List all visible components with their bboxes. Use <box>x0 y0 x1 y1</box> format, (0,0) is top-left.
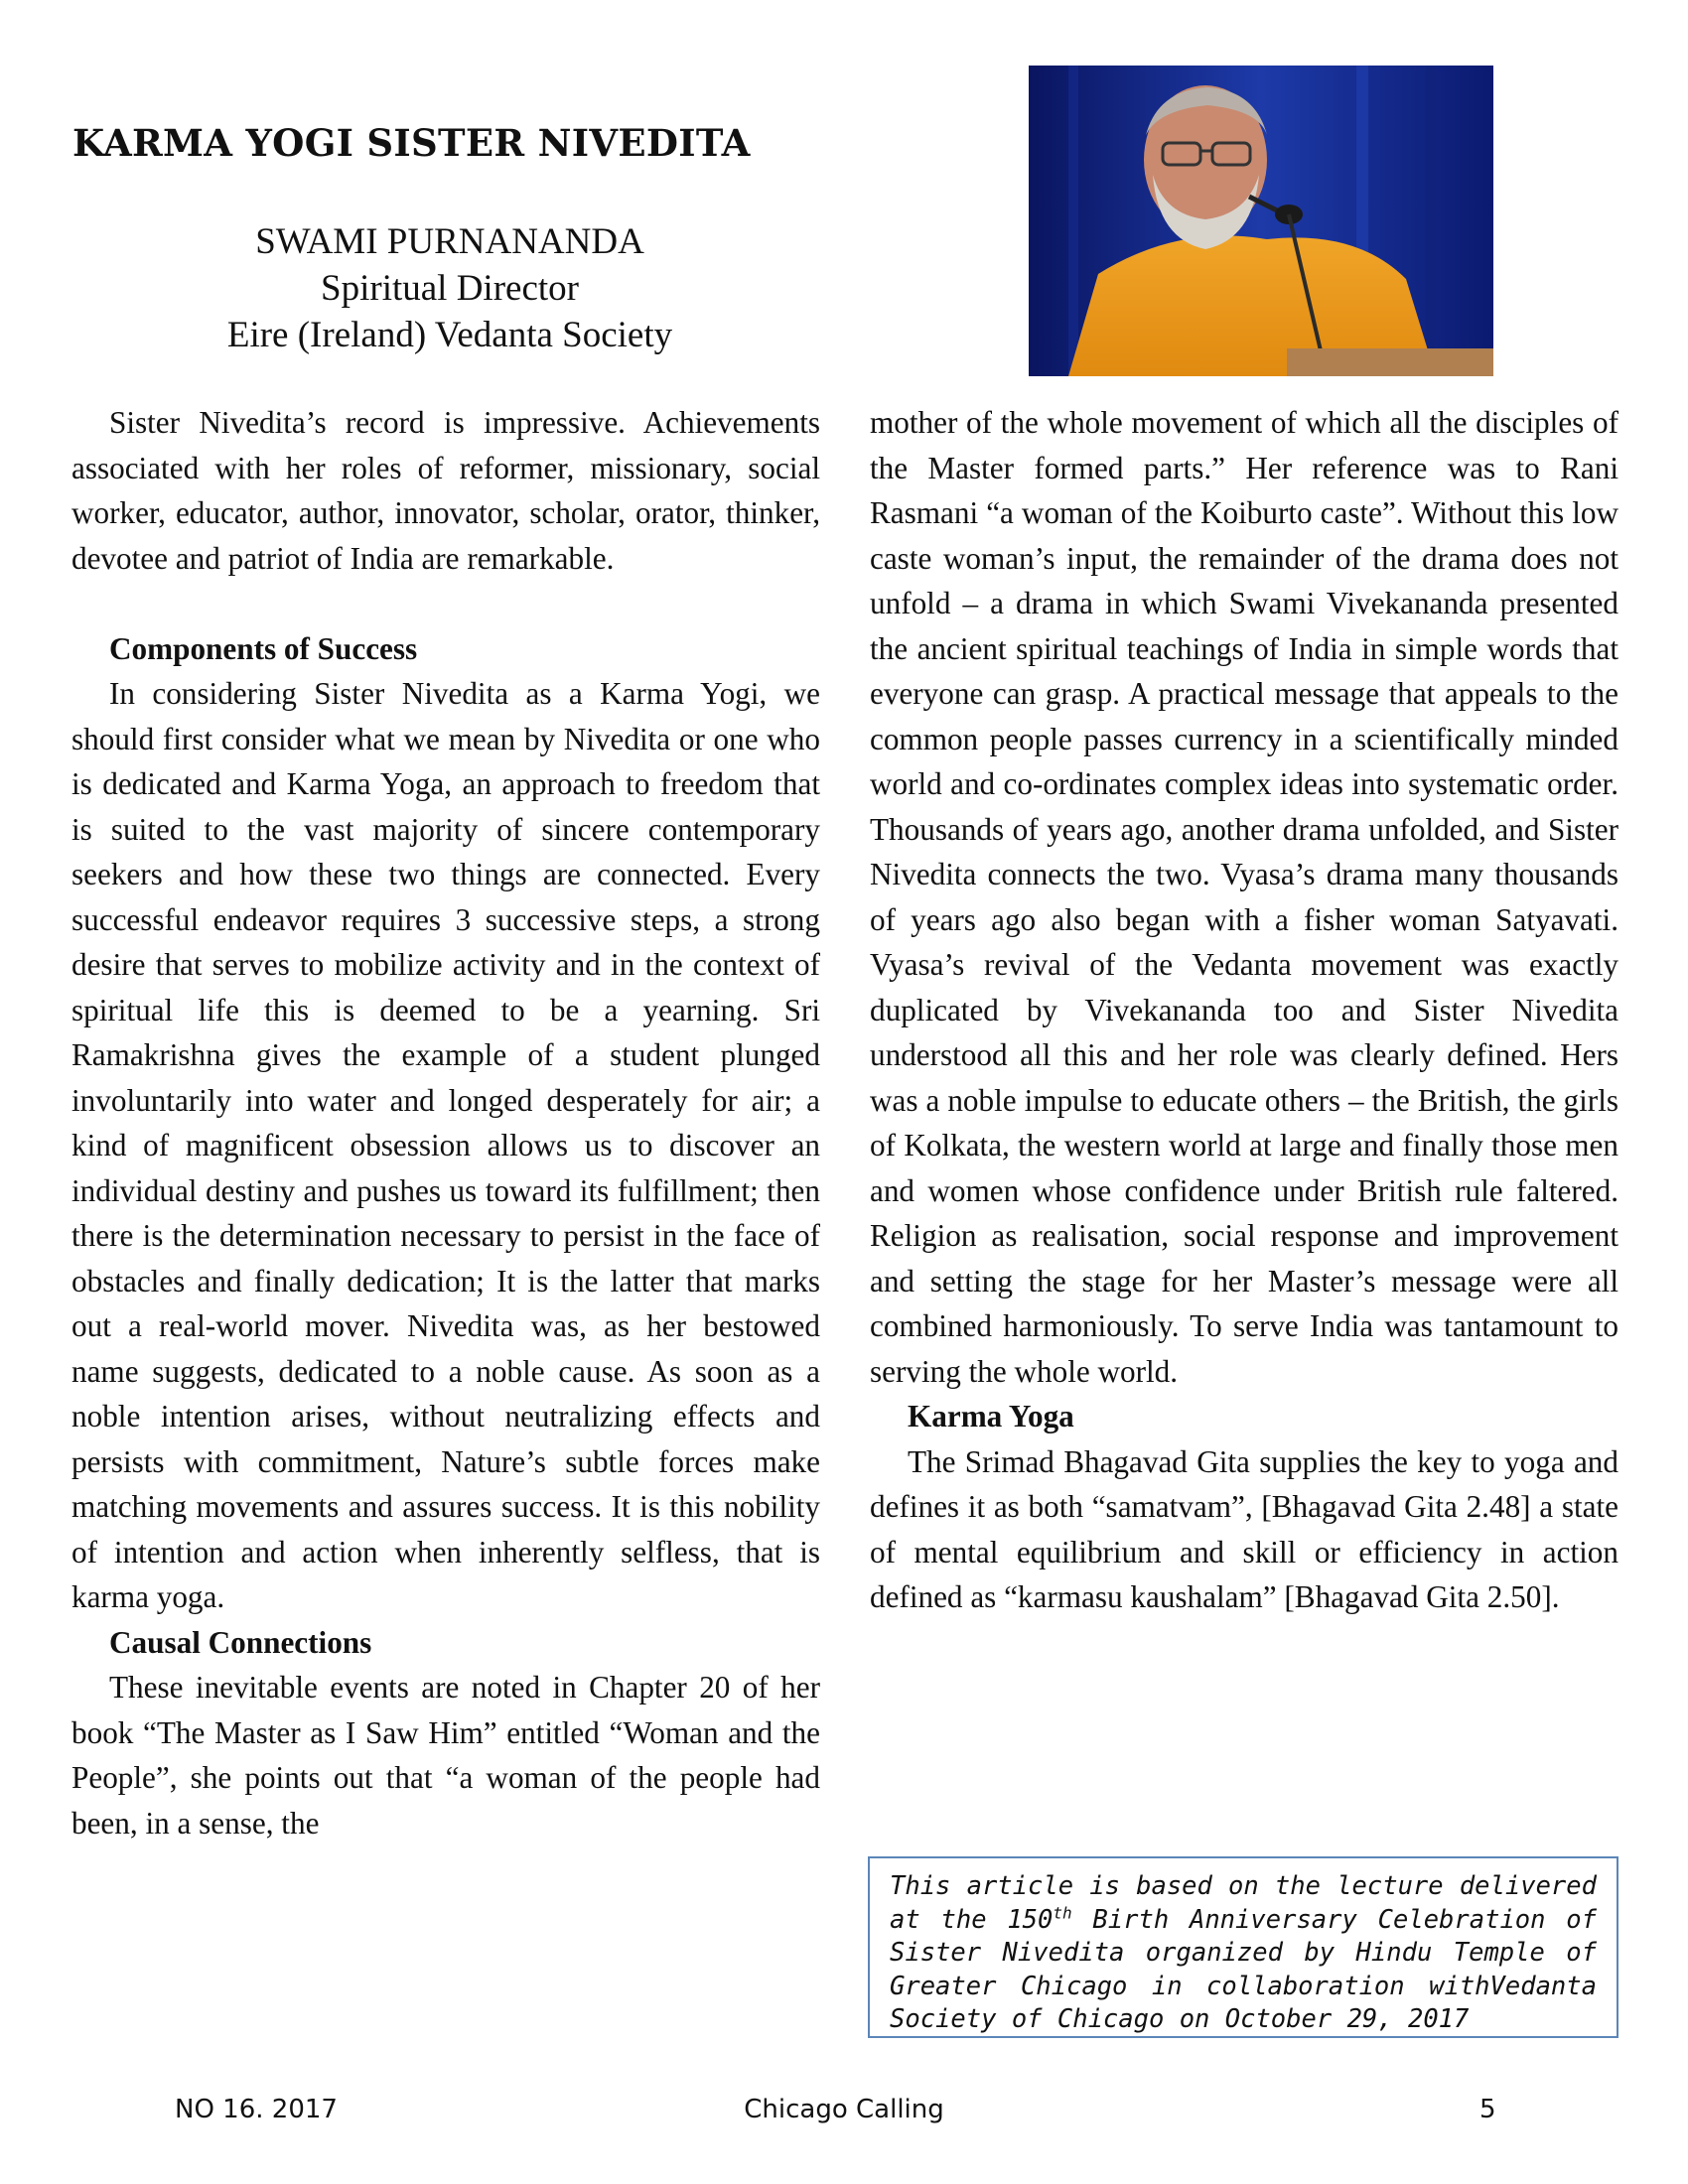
author-organization: Eire (Ireland) Vedanta Society <box>226 315 673 355</box>
author-name: SWAMI PURNANANDA <box>255 221 644 262</box>
heading-components-of-success: Components of Success <box>109 630 418 666</box>
paragraph-gap <box>71 581 820 626</box>
paragraph-continued: mother of the whole movement of which all the disciples of the Master formed parts.” Her reference was to Rani Rasmani “a woman of the Koiburto caste”. Without this low caste woman’s input, the remainder of the drama does not unfold – a drama in which Swami Vivekananda presented the ancient spiritual teachings of India in simple words that everyone can grasp. A practical message that appeals to the common people passes currency in a scientifically minded world and co-ordinates complex ideas into systematic order. Thousands of years ago, another drama unfolded, and Sister Nivedita connects the two. Vyasa’s drama many thousands of years ago also began with a fisher woman Satyavati. Vyasa’s revival of the Vedanta movement was exactly duplicated by Vivekananda too and Sister Nivedita understood all this and her role was clearly defined. Hers was a noble impulse to educate others – the British, the girls of Kolkata, the western world at large and finally those men and women whose confidence under British rule faltered. Religion as realisation, social response and improvement and setting the stage for her Master’s message were all combined harmoniously. To serve India was tantamount to serving the whole world. <box>870 405 1618 1389</box>
footer-publication: Chicago Calling <box>744 2095 944 2124</box>
paragraph-karma-yoga: The Srimad Bhagavad Gita supplies the key to yoga and defines it as both “samatvam”, [Bhagavad Gita 2.48] a state of mental equilibrium and skill or efficiency in action defined as “karmasu kaushalam” [Bhagavad Gita 2.50]. <box>870 1443 1618 1614</box>
paragraph-components: In considering Sister Nivedita as a Karma Yogi, we should first consider what we mean by Nivedita or one who is dedicated and Karma Yoga, an approach to freedom that is suited to the vast majority of sincere contemporary seekers and how these two things are connected. Every successful endeavor requires 3 successive steps, a strong desire that serves to mobilize activity and in the context of spiritual life this is deemed to be a yearning. Sri Ramakrishna gives the example of a student plunged involuntarily into water and longed desperately for air; a kind of magnificent obsession allows us to discover an individual destiny and pushes us toward its fulfillment; then there is the determination necessary to persist in the face of obstacles and finally dedication; It is the latter that marks out a real-world mover. Nivedita was, as her bestowed name suggests, dedicated to a noble cause. As soon as a noble intention arises, without neutralizing effects and persists with commitment, Nature’s subtle forces make matching movements and assures success. It is this nobility of intention and action when inherently selfless, that is karma yoga. <box>71 676 820 1614</box>
author-role: Spiritual Director <box>321 268 579 309</box>
paragraph-intro: Sister Nivedita’s record is impressive. Achievements associated with her roles of reformer, missionary, social worker, educator, author, innovator, scholar, orator, thinker, devotee and patriot of India are remarkable. <box>71 405 820 576</box>
note-text-part2: Birth Anniversary Celebration of Sister Nivedita organized by Hindu Temple of Greater Chicago in collaboration withVedanta Society of Chicago on October 29, 2017 <box>890 1904 1597 2034</box>
footer-page-number: 5 <box>1479 2095 1496 2124</box>
right-column <box>870 400 1618 1620</box>
left-column <box>71 400 820 1845</box>
note-superscript: th <box>1053 1903 1072 1922</box>
byline <box>72 218 827 358</box>
paragraph-causal: These inevitable events are noted in Chapter 20 of her book “The Master as I Saw Him” entitled “Woman and the People”, she points out that “a woman of the people had been, in a sense, the <box>71 1670 820 1841</box>
speaker-photo-image <box>1029 66 1493 376</box>
heading-karma-yoga: Karma Yoga <box>908 1399 1074 1433</box>
speaker-photo <box>1029 66 1493 376</box>
note-text-part1: This article is based on the lecture delivered at the 150 <box>890 1871 1597 1935</box>
article-title: KARMA YOGI SISTER NIVEDITA <box>72 121 751 165</box>
heading-causal-connections: Causal Connections <box>109 1624 372 1660</box>
lecture-note-box <box>868 1856 1618 2038</box>
footer-issue: NO 16. 2017 <box>175 2095 338 2124</box>
